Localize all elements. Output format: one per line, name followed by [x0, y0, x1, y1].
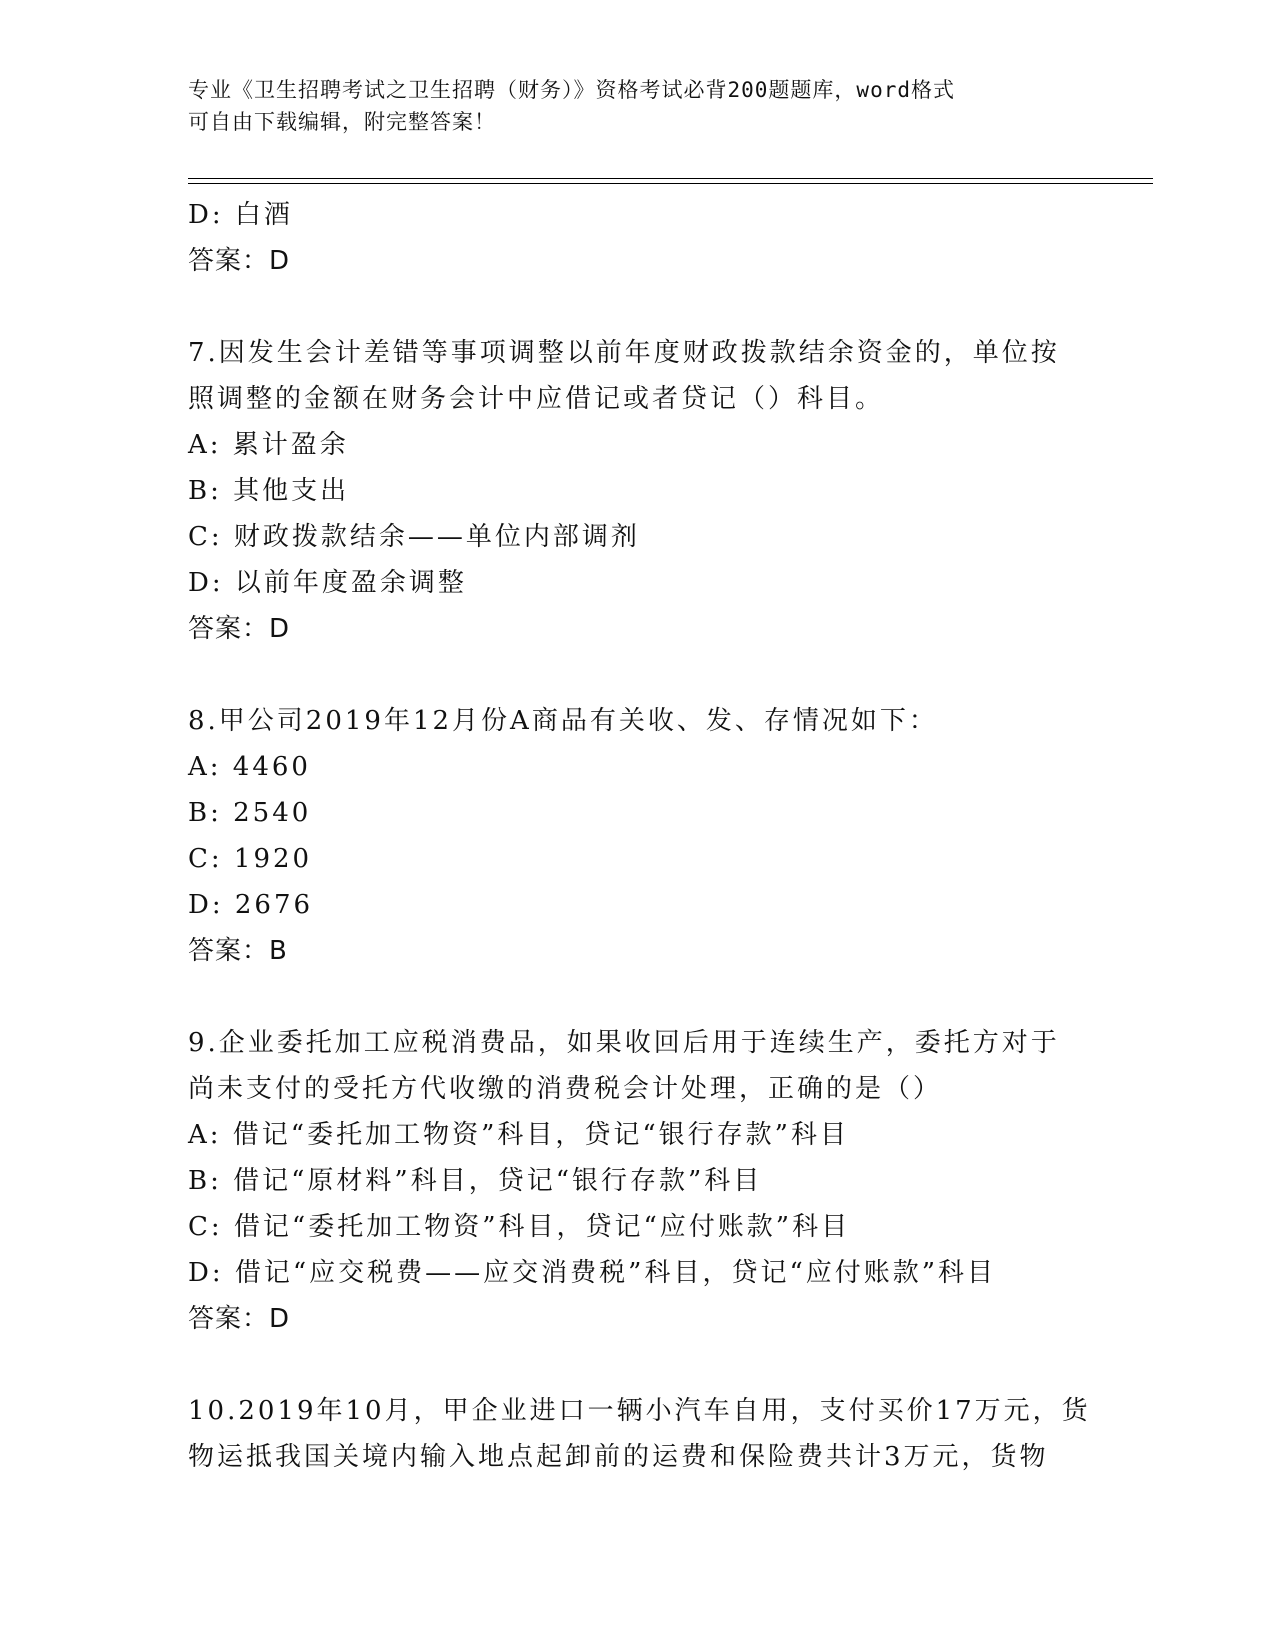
header-divider-bottom: [188, 183, 1153, 184]
question-stem-line: 7.因发生会计差错等事项调整以前年度财政拨款结余资金的，单位按: [188, 338, 1060, 368]
option-d: D: 以前年度盈余调整: [188, 568, 467, 598]
question-8: [188, 698, 1088, 974]
answer-line: 答案：D: [188, 614, 291, 644]
spacer: [188, 974, 1088, 1020]
question-stem-line: 9.企业委托加工应税消费品，如果收回后用于连续生产，委托方对于: [188, 1028, 1060, 1058]
option-d: D: 白酒: [188, 200, 293, 230]
answer-line: 答案：B: [188, 936, 288, 966]
option-c: C: 1920: [188, 844, 313, 874]
question-stem-line: 物运抵我国关境内输入地点起卸前的运费和保险费共计3万元，货物: [188, 1442, 1049, 1472]
answer-line: 答案：D: [188, 246, 291, 276]
option-c: C: 借记“委托加工物资”科目，贷记“应付账款”科目: [188, 1212, 851, 1242]
option-c: C: 财政拨款结余——单位内部调剂: [188, 522, 640, 552]
question-9: [188, 1020, 1088, 1342]
document-header: [188, 74, 1088, 138]
option-a: A: 4460: [188, 752, 311, 782]
question-stem-line: 尚未支付的受托方代收缴的消费税会计处理，正确的是（）: [188, 1074, 943, 1104]
option-b: B: 其他支出: [188, 476, 350, 506]
question-stem-line: 10.2019年10月，甲企业进口一辆小汽车自用，支付买价17万元，货: [188, 1396, 1091, 1426]
option-b: B: 2540: [188, 798, 312, 828]
answer-line: 答案：D: [188, 1304, 291, 1334]
spacer: [188, 1342, 1088, 1388]
spacer: [188, 284, 1088, 330]
header-divider-top: [188, 178, 1153, 179]
question-7: [188, 330, 1088, 652]
option-a: A: 借记“委托加工物资”科目，贷记“银行存款”科目: [188, 1120, 849, 1150]
option-a: A: 累计盈余: [188, 430, 349, 460]
option-d: D: 2676: [188, 890, 314, 920]
header-title-line-2: 可自由下载编辑，附完整答案！: [188, 110, 496, 134]
spacer: [188, 652, 1088, 698]
question-6-fragment: [188, 192, 1088, 284]
header-title-line-1: 专业《卫生招聘考试之卫生招聘（财务）》资格考试必背200题题库，word格式: [188, 78, 955, 102]
option-d: D: 借记“应交税费——应交消费税”科目，贷记“应付账款”科目: [188, 1258, 997, 1288]
question-stem-line: 照调整的金额在财务会计中应借记或者贷记（）科目。: [188, 384, 885, 414]
option-b: B: 借记“原材料”科目，贷记“银行存款”科目: [188, 1166, 763, 1196]
document-body: [188, 192, 1091, 1480]
question-stem-line: 8.甲公司2019年12月份A商品有关收、发、存情况如下：: [188, 706, 938, 736]
question-10: [188, 1388, 1091, 1480]
